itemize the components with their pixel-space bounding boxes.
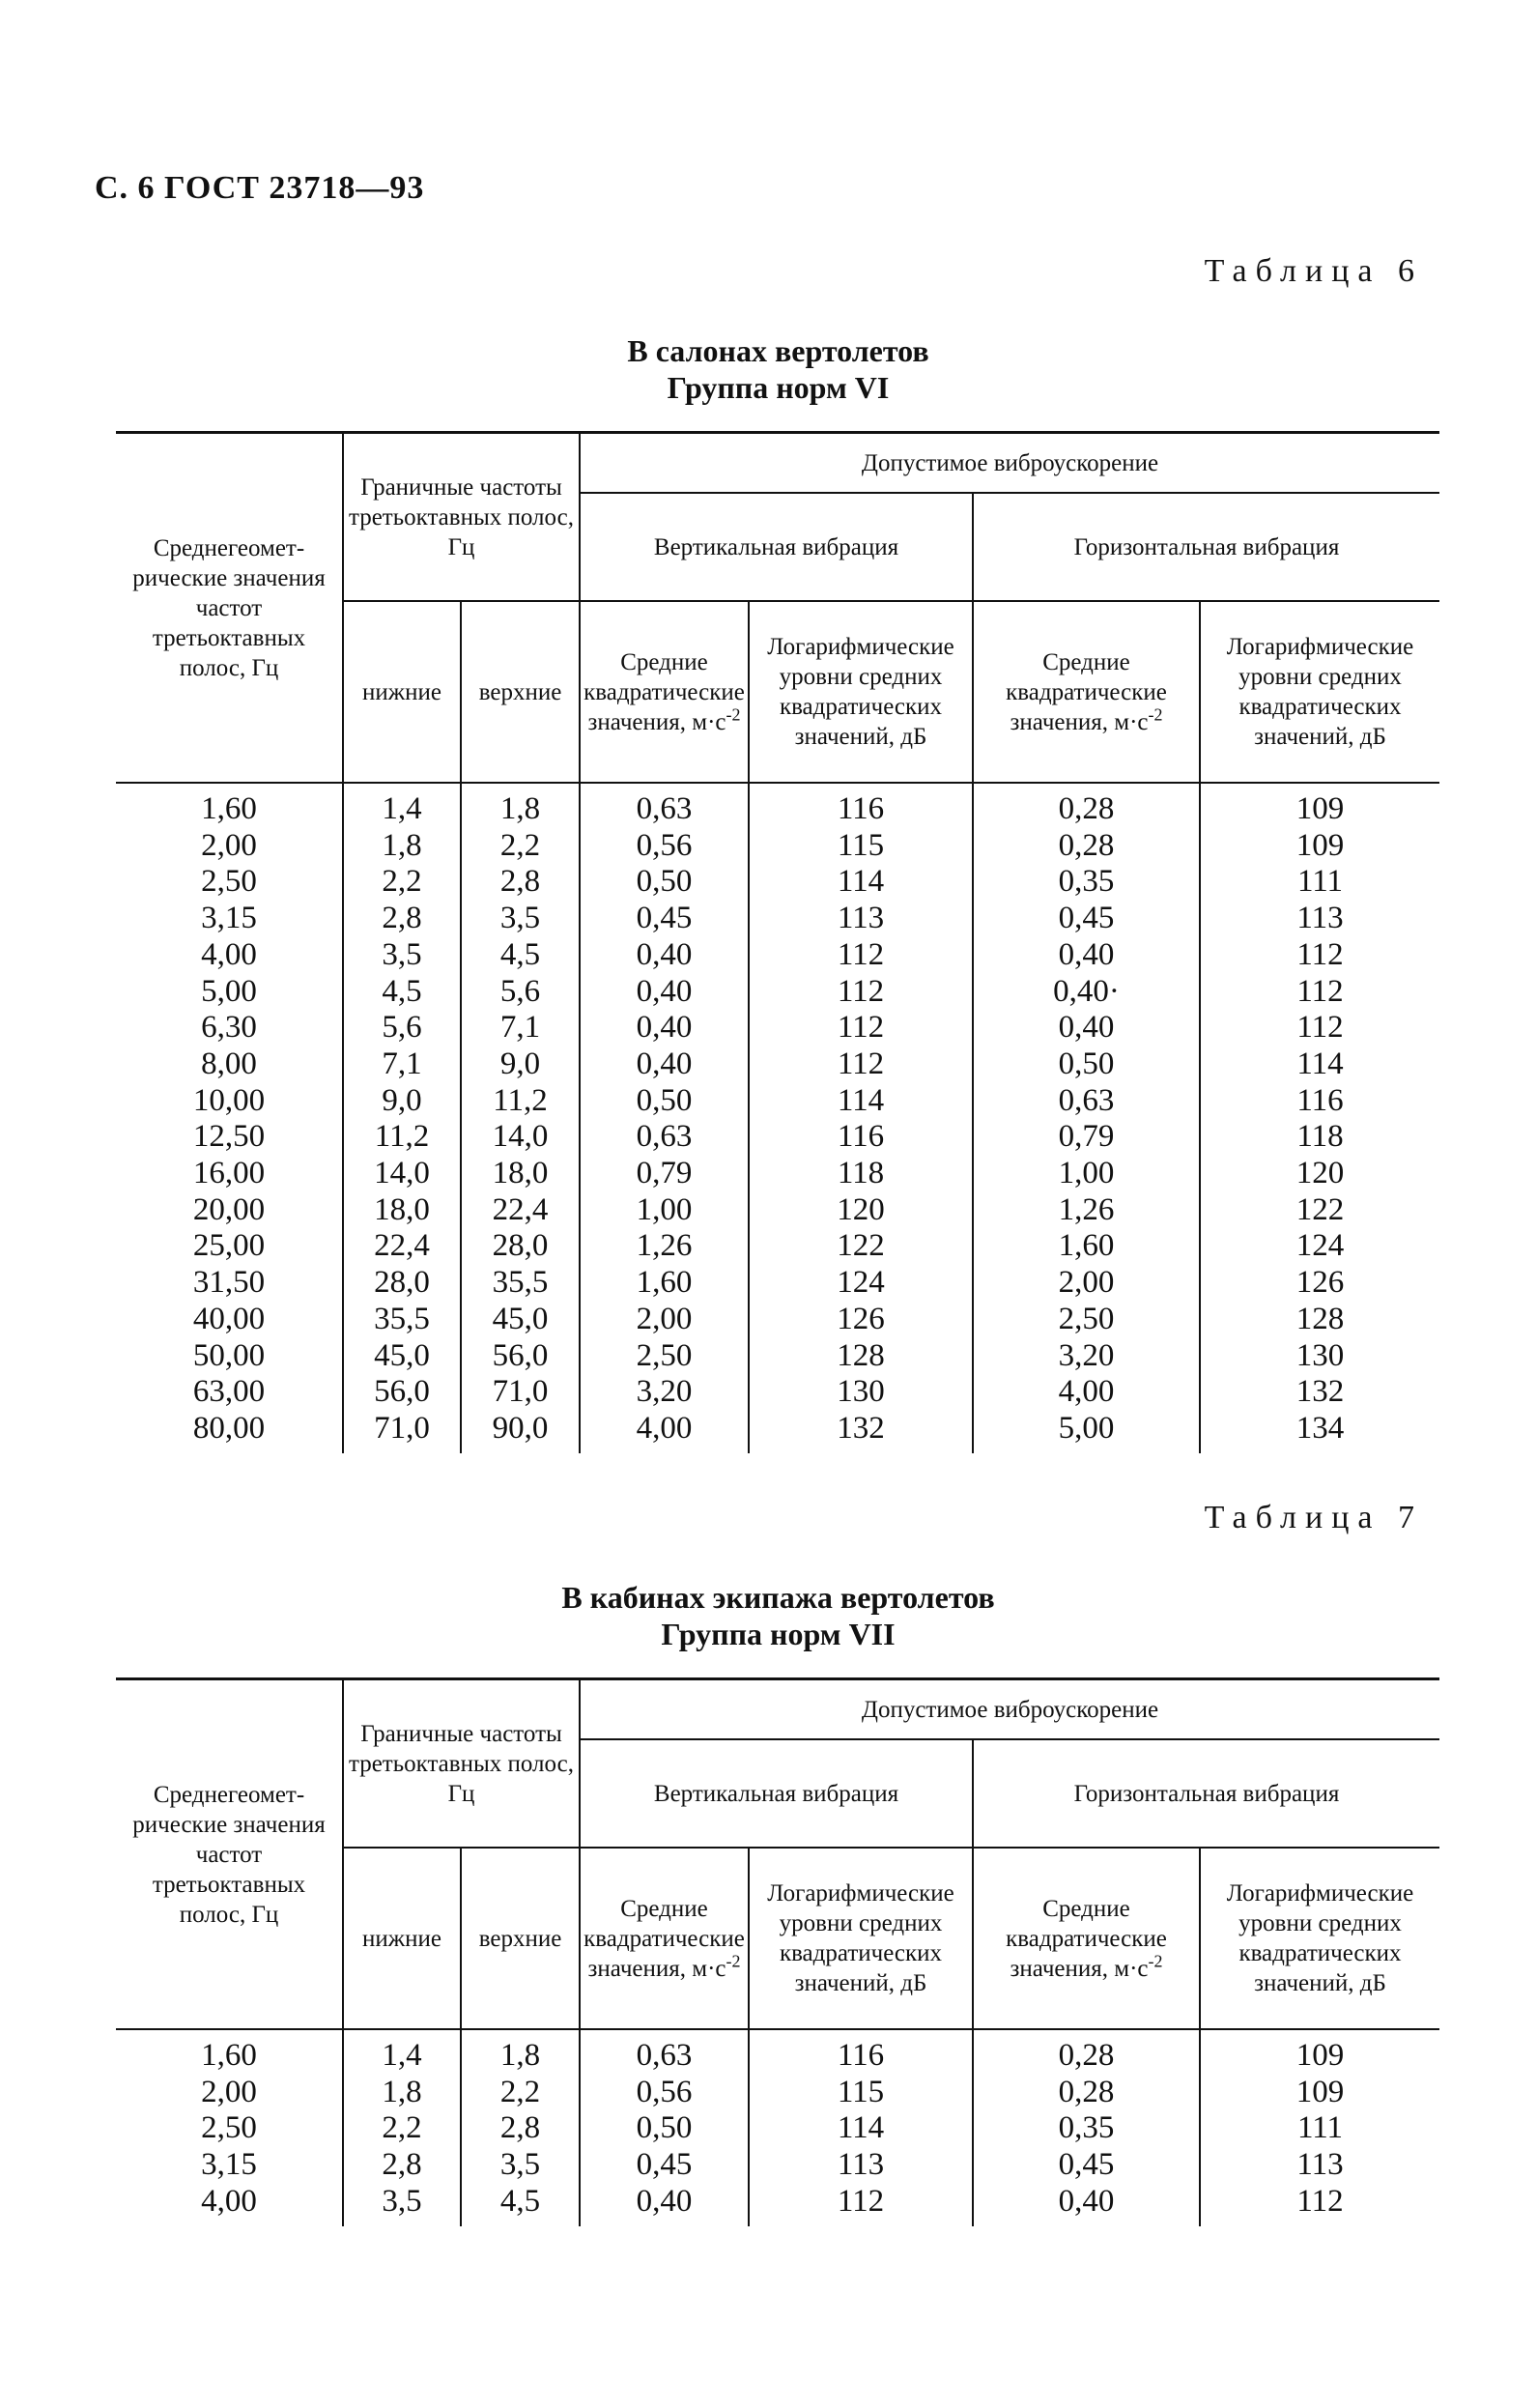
table-cell: 2,50 <box>201 864 257 900</box>
table-cell: 9,0 <box>461 1046 580 1083</box>
table-cell: 124 <box>749 1265 973 1302</box>
table-cell: 2,50 <box>973 1302 1200 1338</box>
table-cell: 16,00 <box>192 1156 266 1191</box>
table-cell: 113 <box>749 901 973 937</box>
table-cell: 1,26 <box>580 1228 749 1265</box>
table-cell: 0,45 <box>973 901 1200 937</box>
table-cell: 3,5 <box>461 901 580 937</box>
table-cell: 0,40 <box>580 1010 749 1046</box>
table-cell: 109 <box>1200 2029 1439 2075</box>
table-cell: 118 <box>749 1156 973 1192</box>
header-upper: верхние <box>461 1848 580 2029</box>
table-cell: 113 <box>1200 2147 1439 2184</box>
header-horizontal-rms: Средние квадратические значения, $м\cdot с^{-2}$ <box>973 1848 1200 2029</box>
header-lower: нижние <box>343 1848 461 2029</box>
table-cell: 112 <box>1200 937 1439 974</box>
table-row <box>116 2184 1439 2226</box>
table-cell: 109 <box>1200 828 1439 865</box>
table-cell: 18,0 <box>461 1156 580 1192</box>
table-cell: 12,50 <box>192 1119 266 1155</box>
table-cell: 1,60 <box>580 1265 749 1302</box>
table-cell: 35,5 <box>343 1302 461 1338</box>
table-cell: 18,0 <box>343 1192 461 1229</box>
table-cell: 0,40 <box>580 2184 749 2226</box>
table-cell: 0,56 <box>580 2075 749 2111</box>
table-row <box>116 828 1439 865</box>
table-cell: 109 <box>1200 783 1439 828</box>
table-cell: 1,8 <box>461 2029 580 2075</box>
table-cell: 71,0 <box>461 1374 580 1411</box>
table-cell: 0,63 <box>580 1119 749 1156</box>
table-6-body <box>116 783 1439 1453</box>
table-cell: 0,50 <box>973 1046 1200 1083</box>
header-vertical-rms: Средние квадратические значения, $м\cdot с^{-2}$ <box>580 1848 749 2029</box>
table-cell: 6,30 <box>201 1010 257 1046</box>
table-cell: 130 <box>749 1374 973 1411</box>
table-cell: 3,5 <box>461 2147 580 2184</box>
table-cell: 3,5 <box>343 937 461 974</box>
table-cell: 1,4 <box>343 2029 461 2075</box>
table-cell: 4,00 <box>201 2183 257 2219</box>
header-allowed-accel: Допустимое виброускорение <box>580 1679 1439 1740</box>
table-cell: 116 <box>749 2029 973 2075</box>
table-row <box>116 1265 1439 1302</box>
header-horizontal: Горизонтальная вибрация <box>973 1739 1439 1848</box>
table-cell: 25,00 <box>192 1228 266 1264</box>
table-cell: 14,0 <box>461 1119 580 1156</box>
table-cell: 113 <box>749 2147 973 2184</box>
table-cell: 112 <box>1200 1010 1439 1046</box>
table-cell: 112 <box>1200 974 1439 1011</box>
header-freq: Среднегеометрические значения частот третьоктавных полос, Гц <box>116 433 343 784</box>
table-cell: 0,63 <box>580 783 749 828</box>
table-cell: 2,00 <box>973 1265 1200 1302</box>
table-row <box>116 783 1439 828</box>
table-cell: 2,50 <box>201 2110 257 2146</box>
table-cell: 7,1 <box>343 1046 461 1083</box>
table-cell: 114 <box>749 2110 973 2147</box>
table-cell: 22,4 <box>461 1192 580 1229</box>
table-row <box>116 1411 1439 1453</box>
table-row <box>116 2147 1439 2184</box>
table-cell: 11,2 <box>343 1119 461 1156</box>
table-cell: 2,8 <box>343 2147 461 2184</box>
table-cell: 0,45 <box>580 901 749 937</box>
table-cell: 45,0 <box>343 1338 461 1375</box>
table-cell: 40,00 <box>192 1301 266 1336</box>
table-cell: 134 <box>1200 1411 1439 1453</box>
table-cell: 28,0 <box>343 1265 461 1302</box>
table-cell: 3,5 <box>343 2184 461 2226</box>
table-6-caption <box>0 332 1537 406</box>
table-cell: 0,40 <box>580 974 749 1011</box>
table-cell: 122 <box>749 1228 973 1265</box>
table-cell: 3,15 <box>201 901 257 936</box>
table-cell: 2,8 <box>461 2110 580 2147</box>
table-cell: 0,40 <box>973 1010 1200 1046</box>
table-cell: 5,6 <box>343 1010 461 1046</box>
table-cell: 111 <box>1200 2110 1439 2147</box>
table-cell: 22,4 <box>343 1228 461 1265</box>
table-cell: 90,0 <box>461 1411 580 1453</box>
table-cell: 112 <box>749 974 973 1011</box>
header-vertical: Вертикальная вибрация <box>580 1739 973 1848</box>
table-7-caption-group: Группа норм VII <box>661 1617 896 1651</box>
table-cell: 10,00 <box>192 1082 266 1118</box>
table-cell: 2,2 <box>343 2110 461 2147</box>
header-vertical-log: Логарифмические уровни средних квадратических значений, дБ <box>749 1848 973 2029</box>
table-cell: 0,50 <box>580 1083 749 1120</box>
table-cell: 4,5 <box>343 974 461 1011</box>
page-header: С. 6 ГОСТ 23718—93 <box>95 170 425 206</box>
table-cell: 4,00 <box>580 1411 749 1453</box>
table-cell: 3,20 <box>973 1338 1200 1375</box>
table-cell: 1,00 <box>973 1156 1200 1192</box>
table-cell: 2,2 <box>343 864 461 901</box>
table-cell: 0,28 <box>973 828 1200 865</box>
table-row <box>116 1083 1439 1120</box>
table-cell: 0,28 <box>973 2075 1200 2111</box>
table-cell: 0,35 <box>973 864 1200 901</box>
table-cell: 2,00 <box>201 2074 257 2109</box>
table-cell: 3,15 <box>201 2147 257 2183</box>
table-cell: 8,00 <box>201 1046 257 1081</box>
table-cell: 28,0 <box>461 1228 580 1265</box>
table-cell: 0,45 <box>973 2147 1200 2184</box>
table-cell: 128 <box>749 1338 973 1375</box>
header-lower: нижние <box>343 601 461 783</box>
table-cell: 114 <box>749 1083 973 1120</box>
table-7 <box>116 1677 1439 2226</box>
table-cell: 0,28 <box>973 2029 1200 2075</box>
table-cell: 4,5 <box>461 2184 580 2226</box>
table-cell: 132 <box>1200 1374 1439 1411</box>
table-cell: 0,79 <box>580 1156 749 1192</box>
table-cell: 1,8 <box>343 828 461 865</box>
table-cell: 114 <box>1200 1046 1439 1083</box>
header-band-limits: Граничные частоты третьоктавных полос, Гц <box>343 1679 580 1849</box>
table-cell: 0,40· <box>973 974 1200 1011</box>
table-cell: 112 <box>749 1010 973 1046</box>
table-cell: 5,00 <box>201 973 257 1009</box>
table-cell: 132 <box>749 1411 973 1453</box>
table-6-caption-title: В салонах вертолетов <box>627 333 929 368</box>
table-cell: 122 <box>1200 1192 1439 1229</box>
table-cell: 0,28 <box>973 783 1200 828</box>
header-upper: верхние <box>461 601 580 783</box>
table-cell: 126 <box>1200 1265 1439 1302</box>
table-cell: 1,60 <box>201 2038 257 2073</box>
table-cell: 5,6 <box>461 974 580 1011</box>
table-row <box>116 1374 1439 1411</box>
table-7-label: Таблица 7 <box>1204 1500 1423 1535</box>
table-row <box>116 974 1439 1011</box>
table-cell: 126 <box>749 1302 973 1338</box>
table-cell: 0,63 <box>580 2029 749 2075</box>
header-horizontal: Горизонтальная вибрация <box>973 493 1439 601</box>
table-row <box>116 2029 1439 2075</box>
header-horizontal-rms: Средние квадратические значения, $м\cdot с^{-2}$ <box>973 601 1200 783</box>
table-cell: 31,50 <box>192 1265 266 1301</box>
table-cell: 2,50 <box>580 1338 749 1375</box>
table-cell: 109 <box>1200 2075 1439 2111</box>
table-cell: 116 <box>749 783 973 828</box>
table-cell: 2,8 <box>461 864 580 901</box>
table-cell: 120 <box>749 1192 973 1229</box>
table-cell: 14,0 <box>343 1156 461 1192</box>
table-cell: 1,60 <box>973 1228 1200 1265</box>
table-cell: 124 <box>1200 1228 1439 1265</box>
table-cell: 0,50 <box>580 2110 749 2147</box>
header-horizontal-log: Логарифмические уровни средних квадратических значений, дБ <box>1200 1848 1439 2029</box>
table-row <box>116 937 1439 974</box>
table-row <box>116 1338 1439 1375</box>
table-cell: 2,8 <box>343 901 461 937</box>
table-row <box>116 1228 1439 1265</box>
table-cell: 4,00 <box>201 936 257 972</box>
table-cell: 5,00 <box>973 1411 1200 1453</box>
table-cell: 71,0 <box>343 1411 461 1453</box>
table-7-caption-title: В кабинах экипажа вертолетов <box>561 1580 995 1615</box>
table-row <box>116 1302 1439 1338</box>
table-cell: 1,00 <box>580 1192 749 1229</box>
table-cell: 1,60 <box>201 791 257 826</box>
table-cell: 4,00 <box>973 1374 1200 1411</box>
table-cell: 2,00 <box>201 827 257 863</box>
table-cell: 2,2 <box>461 828 580 865</box>
table-row <box>116 1046 1439 1083</box>
table-cell: 45,0 <box>461 1302 580 1338</box>
table-cell: 0,40 <box>973 2184 1200 2226</box>
table-cell: 3,20 <box>580 1374 749 1411</box>
table-cell: 7,1 <box>461 1010 580 1046</box>
table-row <box>116 901 1439 937</box>
table-cell: 116 <box>1200 1083 1439 1120</box>
table-row <box>116 1010 1439 1046</box>
table-cell: 0,40 <box>973 937 1200 974</box>
table-cell: 11,2 <box>461 1083 580 1120</box>
header-vertical: Вертикальная вибрация <box>580 493 973 601</box>
header-freq: Среднегеометрические значения частот третьоктавных полос, Гц <box>116 1679 343 2030</box>
header-allowed-accel: Допустимое виброускорение <box>580 433 1439 494</box>
table-row <box>116 2110 1439 2147</box>
table-cell: 56,0 <box>461 1338 580 1375</box>
table-7-caption <box>0 1579 1537 1652</box>
table-row <box>116 1119 1439 1156</box>
table-row <box>116 1192 1439 1229</box>
table-cell: 63,00 <box>192 1374 266 1410</box>
table-cell: 0,35 <box>973 2110 1200 2147</box>
table-cell: 0,63 <box>973 1083 1200 1120</box>
table-cell: 56,0 <box>343 1374 461 1411</box>
table-cell: 113 <box>1200 901 1439 937</box>
table-cell: 0,40 <box>580 937 749 974</box>
table-row <box>116 1156 1439 1192</box>
table-7-body <box>116 2029 1439 2226</box>
table-cell: 115 <box>749 828 973 865</box>
table-cell: 120 <box>1200 1156 1439 1192</box>
table-cell: 80,00 <box>192 1410 266 1446</box>
table-cell: 0,40 <box>580 1046 749 1083</box>
table-cell: 1,8 <box>343 2075 461 2111</box>
table-cell: 1,4 <box>343 783 461 828</box>
table-6 <box>116 431 1439 1453</box>
header-band-limits: Граничные частоты третьоктавных полос, Гц <box>343 433 580 602</box>
table-cell: 9,0 <box>343 1083 461 1120</box>
table-cell: 112 <box>1200 2184 1439 2226</box>
table-cell: 116 <box>749 1119 973 1156</box>
table-cell: 118 <box>1200 1119 1439 1156</box>
table-6-label: Таблица 6 <box>1204 253 1423 289</box>
header-vertical-rms: Средние квадратические значения, $м\cdot с^{-2}$ <box>580 601 749 783</box>
table-cell: 1,8 <box>461 783 580 828</box>
table-cell: 50,00 <box>192 1337 266 1373</box>
table-6-caption-group: Группа норм VI <box>667 370 890 405</box>
table-cell: 112 <box>749 937 973 974</box>
table-cell: 2,2 <box>461 2075 580 2111</box>
table-cell: 2,00 <box>580 1302 749 1338</box>
table-cell: 114 <box>749 864 973 901</box>
table-cell: 4,5 <box>461 937 580 974</box>
table-cell: 112 <box>749 1046 973 1083</box>
header-vertical-log: Логарифмические уровни средних квадратических значений, дБ <box>749 601 973 783</box>
table-cell: 0,56 <box>580 828 749 865</box>
table-cell: 115 <box>749 2075 973 2111</box>
table-cell: 0,50 <box>580 864 749 901</box>
table-cell: 0,45 <box>580 2147 749 2184</box>
table-cell: 20,00 <box>192 1191 266 1227</box>
table-cell: 112 <box>749 2184 973 2226</box>
table-row <box>116 2075 1439 2111</box>
table-cell: 130 <box>1200 1338 1439 1375</box>
table-cell: 111 <box>1200 864 1439 901</box>
table-cell: 0,79 <box>973 1119 1200 1156</box>
table-cell: 1,26 <box>973 1192 1200 1229</box>
header-horizontal-log: Логарифмические уровни средних квадратических значений, дБ <box>1200 601 1439 783</box>
table-cell: 35,5 <box>461 1265 580 1302</box>
table-row <box>116 864 1439 901</box>
table-cell: 128 <box>1200 1302 1439 1338</box>
